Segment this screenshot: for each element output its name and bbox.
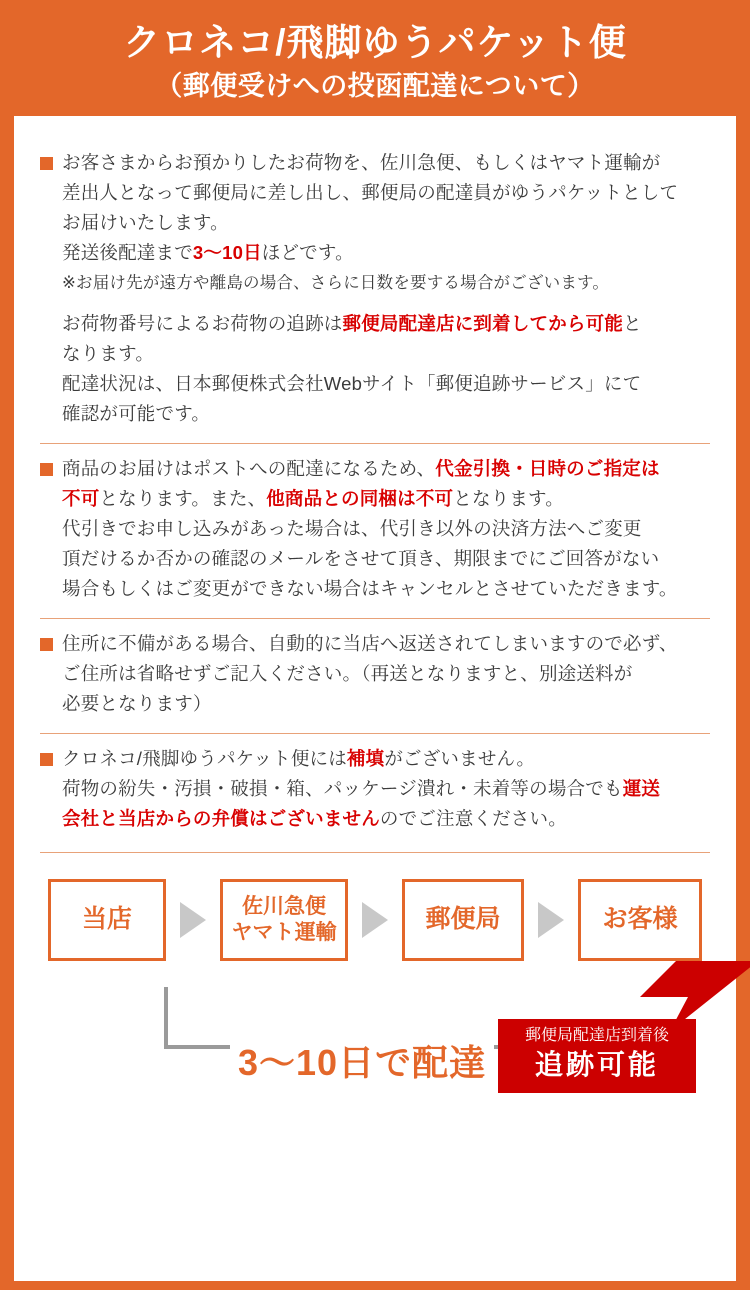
carrier-line-2: ヤマト運輸 — [231, 920, 337, 944]
carrier-line-1: 佐川急便 — [242, 894, 326, 918]
section-address-accuracy — [40, 618, 710, 733]
flow-row — [40, 879, 710, 961]
highlight-tracking-condition: 郵便局配達店に到着してから可能 — [342, 313, 624, 335]
delivery-flow-diagram — [40, 852, 710, 1149]
flow-node-customer: お客様 — [578, 879, 702, 961]
bullet-item — [40, 148, 710, 430]
text-line: となります。また、 — [99, 488, 267, 510]
text-line: となります。 — [453, 488, 564, 510]
text-line: 差出人となって郵便局に差し出し、郵便局の配達員がゆうパケットとして — [62, 181, 679, 203]
tracking-callout — [498, 1019, 696, 1093]
arrow-right-icon — [362, 902, 388, 938]
flow-node-post-office: 郵便局 — [402, 879, 524, 961]
text-line: お荷物番号によるお荷物の追跡は — [62, 313, 343, 335]
text-line: がございません。 — [384, 748, 536, 770]
content-card — [14, 116, 736, 1281]
text-line: 代引きでお申し込みがあった場合は、代引き以外の決済方法へご変更 — [62, 518, 642, 540]
section-delivery-overview — [40, 138, 710, 444]
section-no-compensation — [40, 733, 710, 848]
tracking-note: 郵便局配達店到着後 — [524, 1026, 669, 1044]
text-line: 商品のお届けはポストへの配達になるため、 — [62, 458, 436, 480]
carrier-names — [232, 894, 337, 947]
flow-node-carrier — [220, 879, 348, 961]
flow-node-shop: 当店 — [48, 879, 166, 961]
page-title: クロネコ/飛脚ゆうパケット便 — [123, 22, 627, 63]
text-line: 荷物の紛失・汚損・破損・箱、パッケージ潰れ・未着等の場合でも — [62, 778, 623, 800]
text-line: 必要となります） — [62, 693, 212, 715]
highlight-no-refund: 会社と当店からの弁償はございません — [62, 808, 380, 829]
text-line: なります。 — [62, 343, 155, 365]
text-line: ご住所は省略せずご記入ください。（再送となりますと、別途送料が — [62, 663, 633, 685]
section-payment-restrictions — [40, 443, 710, 618]
bullet-item — [40, 744, 710, 834]
highlight-no-bundling: 他商品との同梱は不可 — [266, 488, 454, 510]
text-line: 頂だけるか否かの確認のメールをさせて頂き、期限までにご回答がない — [62, 548, 660, 570]
page-subtitle: （郵便受けへの投函配達について） — [155, 70, 595, 101]
square-bullet-icon — [40, 638, 53, 651]
text-line: 配達状況は、日本郵便株式会社Webサイト「郵便追跡サービス」にて — [62, 373, 642, 395]
square-bullet-icon — [40, 463, 53, 476]
text-line: と — [623, 313, 642, 335]
text-line: お届けいたします。 — [62, 211, 229, 233]
bullet-item — [40, 629, 710, 719]
highlight-not-available: 不可 — [62, 488, 100, 510]
bullet-item — [40, 454, 710, 604]
page-header — [14, 14, 736, 116]
text-line: 場合もしくはご変更ができない場合はキャンセルとさせていただきます。 — [62, 578, 678, 600]
text-line: お客さまからお預かりしたお荷物を、佐川急便、もしくはヤマト運輸が — [62, 151, 661, 173]
text-line: 発送後配達まで — [62, 241, 193, 263]
text-line: ほどです。 — [261, 241, 354, 263]
highlight-days: 3〜10日 — [192, 241, 262, 263]
text-line: クロネコ/飛脚ゆうパケット便には — [62, 748, 347, 770]
square-bullet-icon — [40, 157, 53, 170]
arrow-right-icon — [180, 902, 206, 938]
arrow-right-icon — [538, 902, 564, 938]
square-bullet-icon — [40, 753, 53, 766]
text-line: 住所に不備がある場合、自動的に当店へ返送されてしまいますので必ず、 — [62, 633, 678, 655]
highlight-compensation: 補填 — [346, 748, 385, 770]
highlight-carrier: 運送 — [622, 778, 661, 800]
text-line: のでご注意ください。 — [379, 808, 567, 829]
spacer — [62, 297, 710, 309]
delivery-duration-label: 3〜10日で配達 — [230, 1035, 494, 1086]
tracking-label: 追跡可能 — [534, 1048, 659, 1080]
text-line: 確認が可能です。 — [62, 403, 211, 425]
highlight-cod-restriction: 代金引換・日時のご指定は — [435, 458, 660, 480]
note-remote-area: ※お届け先が遠方や離島の場合、さらに日数を要する場合がございます。 — [62, 274, 610, 293]
